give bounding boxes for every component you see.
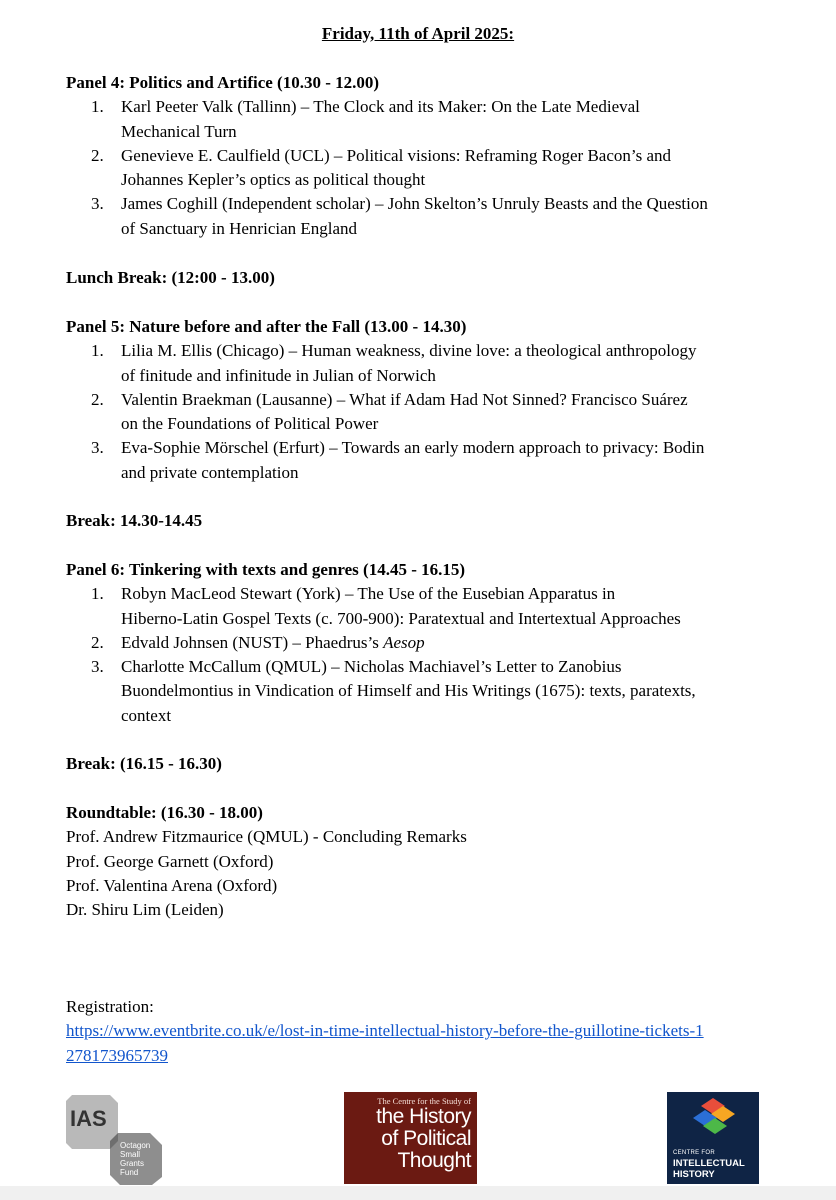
roundtable-title: Roundtable: (16.30 - 18.00) xyxy=(66,803,263,822)
item-number: 1. xyxy=(91,341,104,361)
panel-4-title: Panel 4: Politics and Artifice (10.30 - 12.00) xyxy=(66,73,380,92)
list-item xyxy=(66,339,786,388)
item-number: 2. xyxy=(91,389,104,409)
ias-sub-line: Octagon xyxy=(120,1141,151,1150)
registration-url-line-1: https://www.eventbrite.co.uk/e/lost-in-time-intellectual-history-before-the-guillotine-tickets-1 xyxy=(66,1021,704,1041)
list-item xyxy=(66,655,786,728)
item-line: Hiberno-Latin Gospel Texts (c. 700-900): Paratextual and Intertextual Approaches xyxy=(121,608,681,628)
registration xyxy=(66,995,786,1068)
item-line: James Coghill (Independent scholar) – John Skelton’s Unruly Beasts and the Question xyxy=(121,194,708,214)
lunch-break: Lunch Break: (12:00 - 13.00) xyxy=(66,268,275,287)
cih-line: HISTORY xyxy=(673,1169,715,1180)
panel-6 xyxy=(66,558,786,728)
hpt-line: of Political xyxy=(381,1127,471,1150)
list-item xyxy=(66,95,786,144)
page-bottom-strip xyxy=(0,1186,836,1200)
item-line xyxy=(121,631,786,655)
list-item xyxy=(66,436,786,485)
item-line: Lilia M. Ellis (Chicago) – Human weakness, divine love: a theological anthropology xyxy=(121,341,697,361)
afternoon-break: Break: 14.30-14.45 xyxy=(66,511,203,530)
ias-sub-line: Fund xyxy=(120,1168,139,1177)
item-line: Robyn MacLeod Stewart (York) – The Use of the Eusebian Apparatus in xyxy=(121,584,616,604)
registration-label: Registration: xyxy=(66,997,154,1016)
panel-4 xyxy=(66,71,786,241)
panel-6-list xyxy=(66,582,786,728)
item-line: Valentin Braekman (Lausanne) – What if Adam Had Not Sinned? Francisco Suárez xyxy=(121,389,688,409)
cih-line: INTELLECTUAL xyxy=(673,1158,745,1169)
hpt-line: the History xyxy=(376,1105,471,1128)
item-line: Genevieve E. Caulfield (UCL) – Political visions: Reframing Roger Bacon’s and xyxy=(121,145,672,165)
registration-url-line-2: 278173965739 xyxy=(66,1045,168,1065)
list-item xyxy=(66,192,786,241)
item-line: Mechanical Turn xyxy=(121,121,237,141)
panel-5-list xyxy=(66,339,786,485)
registration-link[interactable] xyxy=(66,1021,704,1064)
item-line: Johannes Kepler’s optics as political thought xyxy=(121,170,426,190)
ias-sub-line: Small xyxy=(120,1150,141,1159)
speaker: Dr. Shiru Lim (Leiden) xyxy=(66,900,224,920)
ias-title: IAS xyxy=(70,1106,107,1131)
item-line: on the Foundations of Political Power xyxy=(121,414,379,434)
item-text: Edvald Johnsen (NUST) – Phaedrus’s xyxy=(121,632,384,652)
intellectual-history-logo xyxy=(667,1092,759,1184)
item-line: of finitude and infinitude in Julian of Norwich xyxy=(121,365,436,385)
panel-5-title: Panel 5: Nature before and after the Fall (13.00 - 14.30) xyxy=(66,317,467,336)
panel-4-list xyxy=(66,95,786,241)
item-line: of Sanctuary in Henrician England xyxy=(121,218,358,238)
book-title: Aesop xyxy=(383,632,425,652)
item-line: Buondelmontius in Vindication of Himself and His Writings (1675): texts, paratexts, xyxy=(121,681,696,701)
ias-subtitle xyxy=(120,1141,150,1177)
hpt-line: Thought xyxy=(397,1149,471,1172)
panel-6-title: Panel 6: Tinkering with texts and genres (14.45 - 16.15) xyxy=(66,560,466,579)
stacked-squares-icon xyxy=(667,1092,759,1142)
item-number: 3. xyxy=(91,438,104,458)
item-line: Charlotte McCallum (QMUL) – Nicholas Machiavel’s Letter to Zanobius xyxy=(121,657,622,677)
item-line: Eva-Sophie Mörschel (Erfurt) – Towards an early modern approach to privacy: Bodin xyxy=(121,438,705,458)
item-line: context xyxy=(121,705,172,725)
item-line: Karl Peeter Valk (Tallinn) – The Clock and its Maker: On the Late Medieval xyxy=(121,97,640,117)
cih-small-text: CENTRE FOR xyxy=(673,1150,715,1156)
list-item xyxy=(66,582,786,631)
roundtable xyxy=(66,801,786,922)
list-item xyxy=(66,144,786,193)
list-item xyxy=(66,631,786,655)
history-of-political-thought-logo xyxy=(344,1092,477,1184)
late-break: Break: (16.15 - 16.30) xyxy=(66,754,222,773)
panel-5 xyxy=(66,315,786,485)
speaker: Prof. Valentina Arena (Oxford) xyxy=(66,875,278,895)
item-number: 3. xyxy=(91,194,104,214)
item-number: 1. xyxy=(91,97,104,117)
ias-logo xyxy=(66,1093,166,1185)
item-number: 2. xyxy=(91,145,104,165)
sponsor-logos xyxy=(0,1090,836,1186)
item-number: 2. xyxy=(91,632,104,652)
speaker: Prof. George Garnett (Oxford) xyxy=(66,851,274,871)
date-heading: Friday, 11th of April 2025: xyxy=(321,24,515,43)
ias-sub-line: Grants xyxy=(120,1159,145,1168)
item-line: and private contemplation xyxy=(121,462,299,482)
hpt-small-text: The Centre for the Study of xyxy=(377,1096,471,1106)
item-number: 1. xyxy=(91,584,104,604)
speaker: Prof. Andrew Fitzmaurice (QMUL) - Concluding Remarks xyxy=(66,827,467,847)
list-item xyxy=(66,388,786,437)
item-number: 3. xyxy=(91,657,104,677)
